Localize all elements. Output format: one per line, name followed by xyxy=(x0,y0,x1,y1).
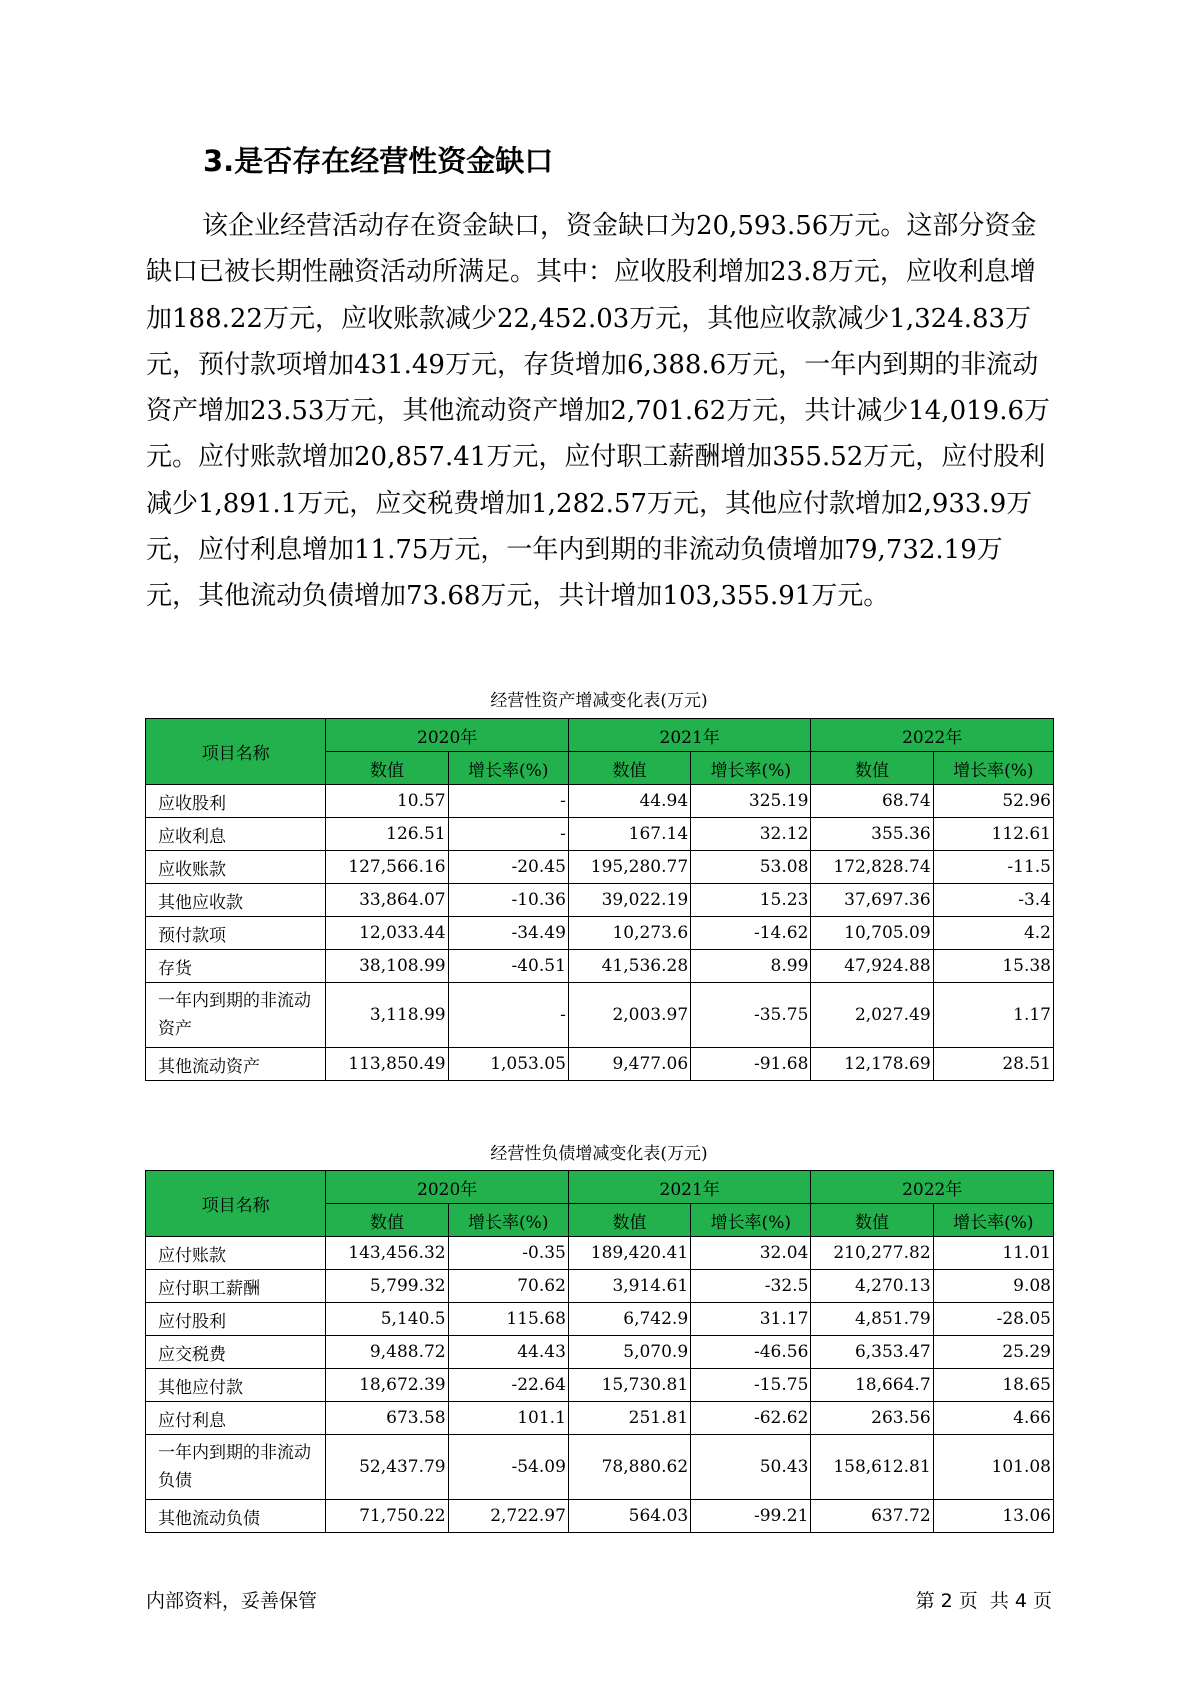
table-row xyxy=(146,917,1054,950)
value-cell: 5,070.9 xyxy=(568,1336,690,1369)
row-label: 应收账款 xyxy=(146,851,326,884)
value-cell: 143,456.32 xyxy=(326,1237,448,1270)
value-cell: 37,697.36 xyxy=(811,884,933,917)
rate-cell: 18.65 xyxy=(933,1369,1053,1402)
rate-cell: -20.45 xyxy=(448,851,568,884)
rate-cell: -99.21 xyxy=(691,1500,811,1533)
rate-cell: 11.01 xyxy=(933,1237,1053,1270)
row-label: 应付利息 xyxy=(146,1402,326,1435)
table-row xyxy=(146,1270,1054,1303)
rate-cell: 325.19 xyxy=(691,785,811,818)
value-cell: 5,799.32 xyxy=(326,1270,448,1303)
row-label: 应收股利 xyxy=(146,785,326,818)
value-cell: 6,353.47 xyxy=(811,1336,933,1369)
rate-cell: 15.23 xyxy=(691,884,811,917)
year-header: 2022年 xyxy=(811,1171,1054,1204)
year-header: 2022年 xyxy=(811,719,1054,752)
year-header: 2021年 xyxy=(568,1171,811,1204)
value-cell: 68.74 xyxy=(811,785,933,818)
row-label: 其他流动资产 xyxy=(146,1048,326,1081)
value-cell: 18,672.39 xyxy=(326,1369,448,1402)
rate-cell: 9.08 xyxy=(933,1270,1053,1303)
rate-cell: 13.06 xyxy=(933,1500,1053,1533)
row-label: 应付账款 xyxy=(146,1237,326,1270)
rate-cell: 32.12 xyxy=(691,818,811,851)
rate-cell: 1,053.05 xyxy=(448,1048,568,1081)
rate-cell: - xyxy=(448,785,568,818)
rate-cell: 115.68 xyxy=(448,1303,568,1336)
value-cell: 5,140.5 xyxy=(326,1303,448,1336)
value-cell: 10,705.09 xyxy=(811,917,933,950)
assets-table-caption: 经营性资产增减变化表(万元) xyxy=(490,691,708,711)
rate-cell: -40.51 xyxy=(448,950,568,983)
value-cell: 41,536.28 xyxy=(568,950,690,983)
value-cell: 127,566.16 xyxy=(326,851,448,884)
value-cell: 9,477.06 xyxy=(568,1048,690,1081)
rate-cell: -15.75 xyxy=(691,1369,811,1402)
section-title: 3.是否存在经营性资金缺口 xyxy=(203,144,554,178)
value-cell: 355.36 xyxy=(811,818,933,851)
row-label: 其他应付款 xyxy=(146,1369,326,1402)
value-cell: 6,742.9 xyxy=(568,1303,690,1336)
value-cell: 195,280.77 xyxy=(568,851,690,884)
assets-table-body xyxy=(146,785,1054,1081)
rate-cell: -34.49 xyxy=(448,917,568,950)
value-cell: 9,488.72 xyxy=(326,1336,448,1369)
rate-cell: 112.61 xyxy=(933,818,1053,851)
rate-cell: 1.17 xyxy=(933,983,1053,1048)
value-cell: 637.72 xyxy=(811,1500,933,1533)
rate-cell: 15.38 xyxy=(933,950,1053,983)
rate-header: 增长率(%) xyxy=(448,752,568,785)
rate-cell: -62.62 xyxy=(691,1402,811,1435)
value-cell: 18,664.7 xyxy=(811,1369,933,1402)
rate-header: 增长率(%) xyxy=(448,1204,568,1237)
rate-cell: -0.35 xyxy=(448,1237,568,1270)
value-cell: 158,612.81 xyxy=(811,1435,933,1500)
value-cell: 2,003.97 xyxy=(568,983,690,1048)
rate-cell: -10.36 xyxy=(448,884,568,917)
value-cell: 210,277.82 xyxy=(811,1237,933,1270)
value-header: 数值 xyxy=(568,1204,690,1237)
row-label: 其他应收款 xyxy=(146,884,326,917)
year-header: 2020年 xyxy=(326,719,569,752)
rate-cell: -32.5 xyxy=(691,1270,811,1303)
value-cell: 15,730.81 xyxy=(568,1369,690,1402)
rate-cell: 101.1 xyxy=(448,1402,568,1435)
rate-cell: 4.2 xyxy=(933,917,1053,950)
value-header: 数值 xyxy=(811,1204,933,1237)
value-cell: 33,864.07 xyxy=(326,884,448,917)
rate-cell: 44.43 xyxy=(448,1336,568,1369)
value-cell: 3,118.99 xyxy=(326,983,448,1048)
rate-cell: 32.04 xyxy=(691,1237,811,1270)
rate-cell: -46.56 xyxy=(691,1336,811,1369)
rate-cell: -22.64 xyxy=(448,1369,568,1402)
rate-header: 增长率(%) xyxy=(691,752,811,785)
value-cell: 10.57 xyxy=(326,785,448,818)
value-cell: 12,033.44 xyxy=(326,917,448,950)
value-cell: 39,022.19 xyxy=(568,884,690,917)
rate-cell: 52.96 xyxy=(933,785,1053,818)
value-cell: 167.14 xyxy=(568,818,690,851)
value-cell: 3,914.61 xyxy=(568,1270,690,1303)
rate-cell: -3.4 xyxy=(933,884,1053,917)
value-header: 数值 xyxy=(326,1204,448,1237)
rate-cell: - xyxy=(448,983,568,1048)
value-cell: 47,924.88 xyxy=(811,950,933,983)
table-row xyxy=(146,1237,1054,1270)
row-label: 存货 xyxy=(146,950,326,983)
row-label: 一年内到期的非流动资产 xyxy=(146,983,326,1048)
table-row xyxy=(146,1336,1054,1369)
footer-page-number: 第 2 页 共 4 页 xyxy=(915,1590,1052,1612)
row-label: 应收利息 xyxy=(146,818,326,851)
row-label: 应付股利 xyxy=(146,1303,326,1336)
value-cell: 2,027.49 xyxy=(811,983,933,1048)
rate-cell: 101.08 xyxy=(933,1435,1053,1500)
row-label: 预付款项 xyxy=(146,917,326,950)
liabilities-table-caption: 经营性负债增减变化表(万元) xyxy=(490,1144,708,1164)
value-header: 数值 xyxy=(326,752,448,785)
table-row xyxy=(146,1048,1054,1081)
row-label: 一年内到期的非流动负债 xyxy=(146,1435,326,1500)
row-label: 应交税费 xyxy=(146,1336,326,1369)
value-cell: 189,420.41 xyxy=(568,1237,690,1270)
assets-table xyxy=(145,718,1054,1081)
value-cell: 251.81 xyxy=(568,1402,690,1435)
value-cell: 52,437.79 xyxy=(326,1435,448,1500)
year-header: 2020年 xyxy=(326,1171,569,1204)
value-cell: 263.56 xyxy=(811,1402,933,1435)
table-row xyxy=(146,884,1054,917)
value-header: 数值 xyxy=(568,752,690,785)
liabilities-table-body xyxy=(146,1237,1054,1533)
value-cell: 38,108.99 xyxy=(326,950,448,983)
rate-cell: 28.51 xyxy=(933,1048,1053,1081)
table-row xyxy=(146,1435,1054,1500)
rate-cell: 53.08 xyxy=(691,851,811,884)
rate-cell: 31.17 xyxy=(691,1303,811,1336)
rate-cell: 8.99 xyxy=(691,950,811,983)
rate-cell: -91.68 xyxy=(691,1048,811,1081)
rate-cell: - xyxy=(448,818,568,851)
rate-cell: -14.62 xyxy=(691,917,811,950)
rate-cell: 4.66 xyxy=(933,1402,1053,1435)
rate-cell: 70.62 xyxy=(448,1270,568,1303)
value-cell: 172,828.74 xyxy=(811,851,933,884)
value-cell: 113,850.49 xyxy=(326,1048,448,1081)
rate-cell: -28.05 xyxy=(933,1303,1053,1336)
table-row xyxy=(146,1500,1054,1533)
table-header-row xyxy=(146,719,1054,752)
value-cell: 10,273.6 xyxy=(568,917,690,950)
row-label: 其他流动负债 xyxy=(146,1500,326,1533)
value-cell: 126.51 xyxy=(326,818,448,851)
item-name-header: 项目名称 xyxy=(146,719,326,785)
table-row xyxy=(146,818,1054,851)
rate-header: 增长率(%) xyxy=(691,1204,811,1237)
table-row xyxy=(146,785,1054,818)
rate-header: 增长率(%) xyxy=(933,1204,1053,1237)
rate-header: 增长率(%) xyxy=(933,752,1053,785)
table-row xyxy=(146,1303,1054,1336)
table-row xyxy=(146,950,1054,983)
value-header: 数值 xyxy=(811,752,933,785)
row-label: 应付职工薪酬 xyxy=(146,1270,326,1303)
rate-cell: -54.09 xyxy=(448,1435,568,1500)
rate-cell: 2,722.97 xyxy=(448,1500,568,1533)
value-cell: 78,880.62 xyxy=(568,1435,690,1500)
table-row xyxy=(146,851,1054,884)
rate-cell: 25.29 xyxy=(933,1336,1053,1369)
table-row xyxy=(146,1369,1054,1402)
table-row xyxy=(146,1402,1054,1435)
item-name-header: 项目名称 xyxy=(146,1171,326,1237)
rate-cell: 50.43 xyxy=(691,1435,811,1500)
value-cell: 12,178.69 xyxy=(811,1048,933,1081)
body-paragraph: 该企业经营活动存在资金缺口，资金缺口为20,593.56万元。这部分资金缺口已被长期性融资活动所满足。其中：应收股利增加23.8万元，应收利息增加188.22万元，应收账款减少22,452.03万元，其他应收款减少1,324.83万元，预付款项增加431.49万元，存货增加6,388.6万元，一年内到期的非流动资产增加23.53万元，其他流动资产增加2,701.62万元，共计减少14,019.6万元。应付账款增加20,857.41万元，应付职工薪酬增加355.52万元，应付股利减少1,891.1万元，应交税费增加1,282.57万元，其他应付款增加2,933.9万元，应付利息增加11.75万元，一年内到期的非流动负债增加79,732.19万元，其他流动负债增加73.68万元，共计增加103,355.91万元。 xyxy=(146,211,1050,612)
value-cell: 44.94 xyxy=(568,785,690,818)
table-row xyxy=(146,983,1054,1048)
value-cell: 4,851.79 xyxy=(811,1303,933,1336)
rate-cell: -11.5 xyxy=(933,851,1053,884)
value-cell: 71,750.22 xyxy=(326,1500,448,1533)
rate-cell: -35.75 xyxy=(691,983,811,1048)
footer-confidential-note: 内部资料，妥善保管 xyxy=(146,1590,318,1612)
liabilities-table xyxy=(145,1170,1054,1533)
value-cell: 564.03 xyxy=(568,1500,690,1533)
value-cell: 4,270.13 xyxy=(811,1270,933,1303)
year-header: 2021年 xyxy=(568,719,811,752)
table-header-row xyxy=(146,1171,1054,1204)
value-cell: 673.58 xyxy=(326,1402,448,1435)
